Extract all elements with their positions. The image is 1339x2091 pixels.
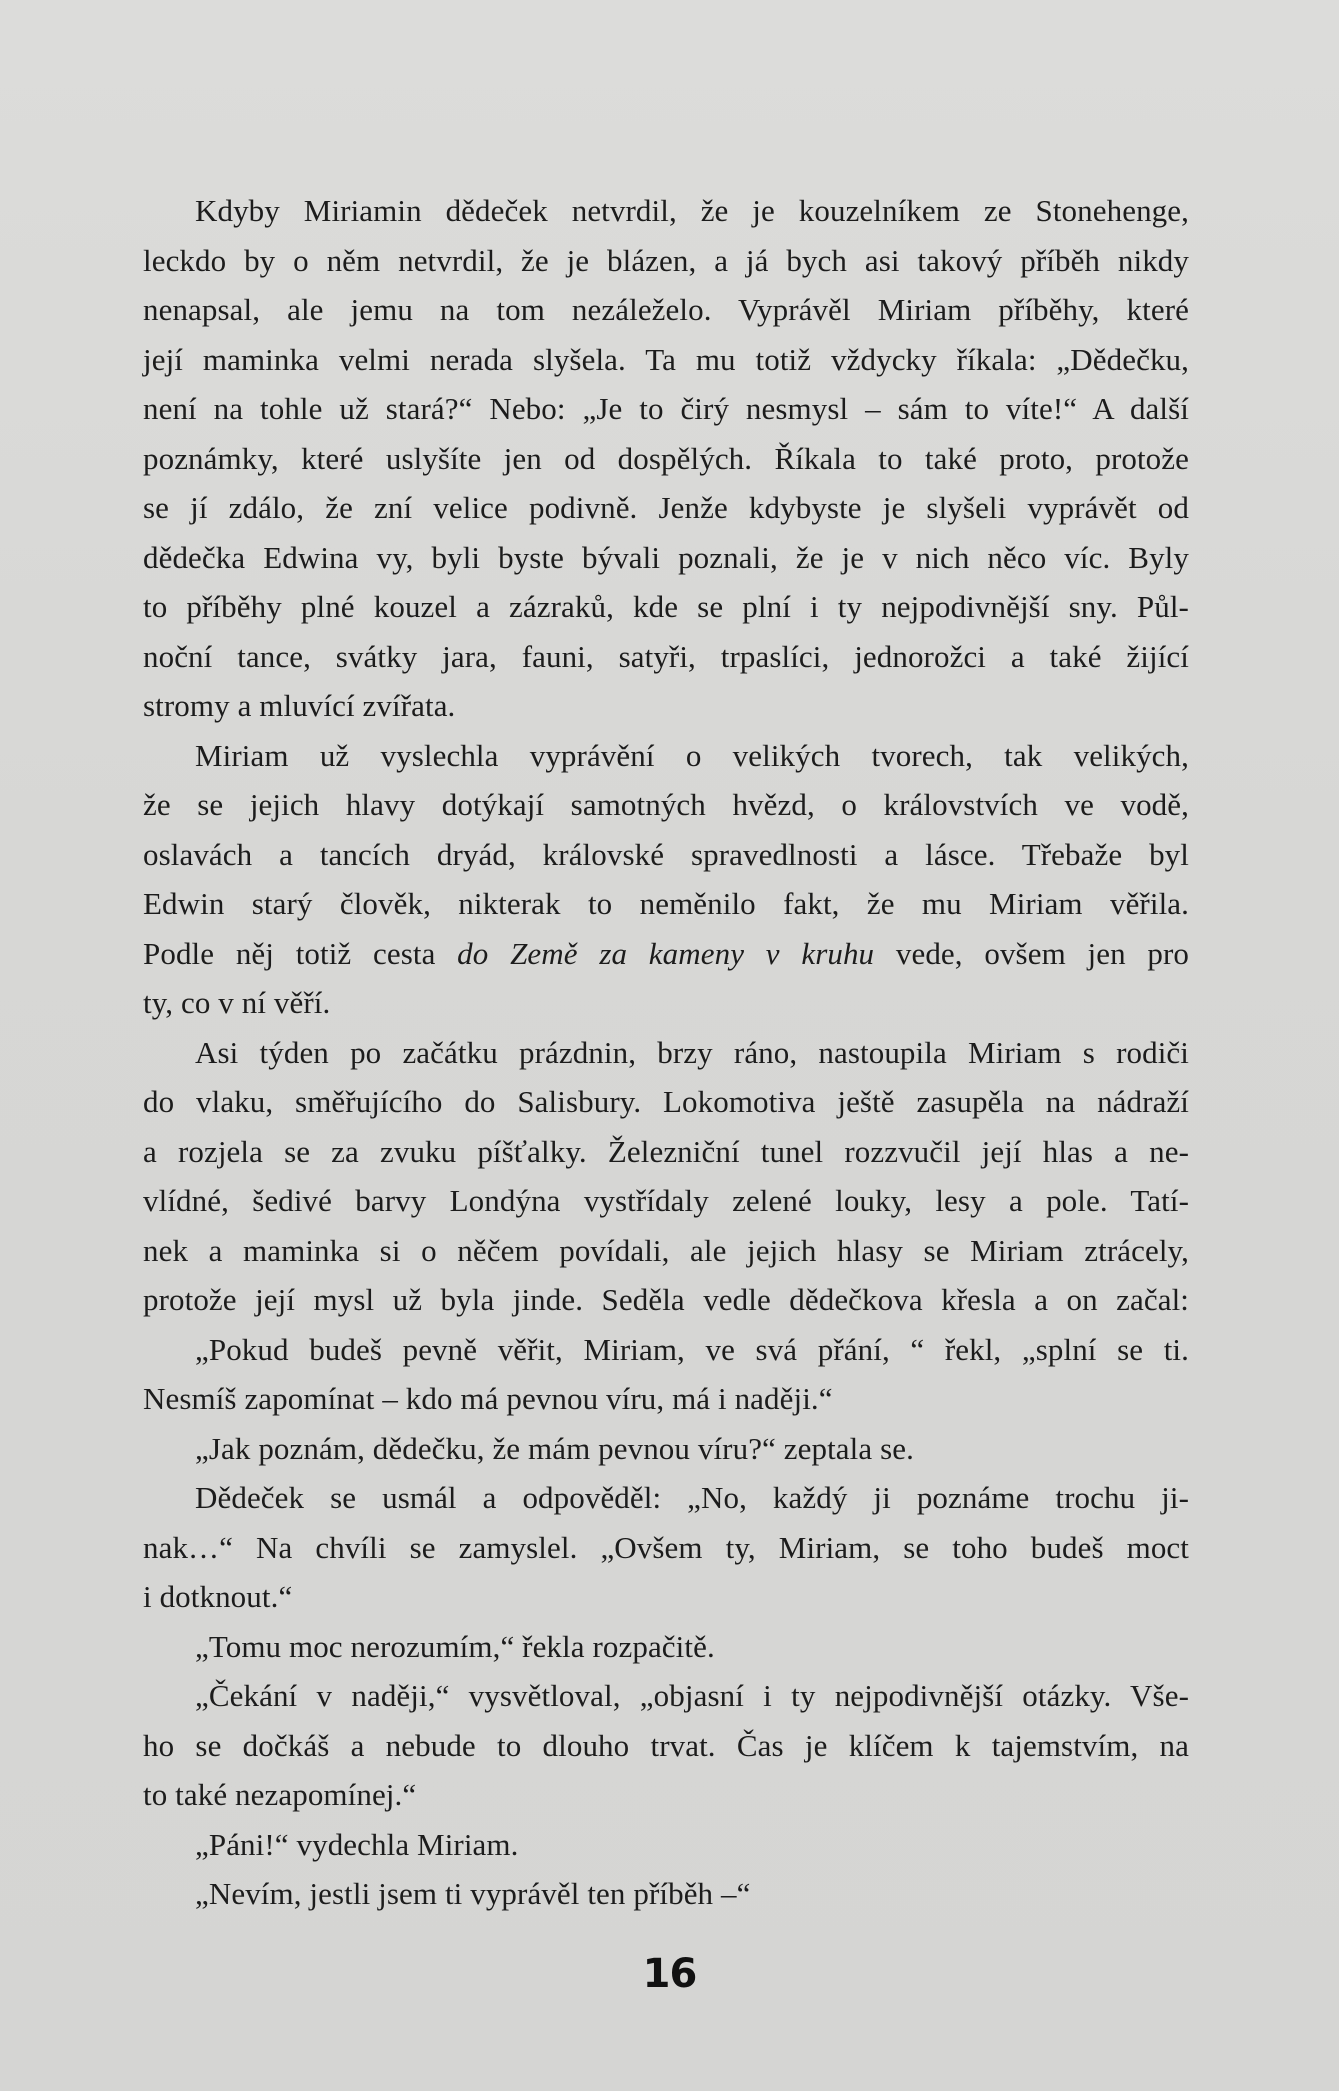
- page-number: 16: [642, 1951, 697, 1997]
- text-segment: ty, co v ní věří.: [143, 985, 331, 1020]
- text-line: [143, 1077, 1189, 1127]
- text-line: [143, 1721, 1189, 1771]
- text-segment: „Tomu moc nerozumím,“ řekla rozpačitě.: [195, 1628, 715, 1664]
- italic-segment: do Země za kameny v kruhu: [457, 935, 875, 971]
- text-segment: Dědeček se usmál a odpověděl: „No, každý ji poznáme trochu ji-: [195, 1480, 1189, 1515]
- text-segment: do vlaku, směřujícího do Salisbury. Lokomotiva ještě zasupěla na nádraží: [143, 1084, 1189, 1119]
- text-line: [143, 1473, 1189, 1523]
- text-segment: i dotknout.“: [143, 1579, 293, 1614]
- text-segment: Asi týden po začátku prázdnin, brzy ráno, nastoupila Miriam s rodiči: [195, 1034, 1189, 1070]
- text-line: [143, 236, 1189, 286]
- text-line: [143, 879, 1189, 929]
- body-text: [143, 186, 1189, 1919]
- text-line: [143, 533, 1189, 583]
- text-line: [143, 929, 1189, 979]
- text-segment: Podle něj totiž cesta: [143, 935, 458, 971]
- text-segment: to také nezapomínej.“: [143, 1777, 417, 1812]
- text-line: [143, 632, 1189, 682]
- text-segment: Miriam už vyslechla vyprávění o velikých tvorech, tak velikých,: [195, 737, 1189, 773]
- text-segment: její maminka velmi nerada slyšela. Ta mu totiž vždycky říkala: „Dědečku,: [143, 341, 1189, 377]
- text-line: [143, 1820, 1189, 1870]
- text-line: [143, 1176, 1189, 1226]
- text-segment: nak…“ Na chvíli se zamyslel. „Ovšem ty, Miriam, se toho budeš moct: [143, 1529, 1189, 1565]
- text-line: [143, 335, 1189, 385]
- text-segment: Kdyby Miriamin dědeček netvrdil, že je kouzelníkem ze Stonehenge,: [195, 193, 1189, 228]
- text-line: [143, 780, 1189, 830]
- text-segment: ho se dočkáš a nebude to dlouho trvat. Čas je klíčem k tajemstvím, na: [143, 1727, 1189, 1763]
- text-line: [143, 1226, 1189, 1276]
- text-segment: poznámky, které uslyšíte jen od dospělých. Říkala to také proto, protože: [143, 440, 1189, 476]
- text-segment: leckdo by o něm netvrdil, že je blázen, a já bych asi takový příběh nikdy: [143, 242, 1189, 278]
- text-line: [143, 582, 1189, 632]
- text-line: [143, 1424, 1189, 1474]
- text-line: [143, 434, 1189, 484]
- text-segment: nenapsal, ale jemu na tom nezáleželo. Vyprávěl Miriam příběhy, které: [143, 292, 1189, 327]
- text-line: [143, 1671, 1189, 1721]
- text-line: [143, 978, 1189, 1028]
- text-segment: Nesmíš zapomínat – kdo má pevnou víru, má i naději.“: [143, 1381, 833, 1416]
- text-line: [143, 681, 1189, 731]
- text-line: [143, 186, 1189, 236]
- text-line: [143, 1325, 1189, 1375]
- text-line: [143, 1028, 1189, 1078]
- text-segment: protože její mysl už byla jinde. Seděla vedle dědečkova křesla a on začal:: [143, 1282, 1189, 1317]
- text-line: [143, 1275, 1189, 1325]
- text-segment: se jí zdálo, že zní velice podivně. Jenže kdybyste je slyšeli vyprávět od: [143, 490, 1189, 525]
- text-segment: „Čekání v naději,“ vysvětloval, „objasní i ty nejpodivnější otázky. Vše-: [195, 1678, 1189, 1713]
- text-line: [143, 285, 1189, 335]
- text-segment: není na tohle už stará?“ Nebo: „Je to čirý nesmysl – sám to víte!“ A další: [143, 391, 1189, 426]
- text-segment: oslavách a tancích dryád, královské spravedlnosti a lásce. Třebaže byl: [143, 836, 1189, 872]
- text-segment: „Páni!“ vydechla Miriam.: [195, 1826, 519, 1862]
- text-segment: „Jak poznám, dědečku, že mám pevnou víru?“ zeptala se.: [195, 1430, 914, 1466]
- text-segment: „Pokud budeš pevně věřit, Miriam, ve svá přání, “ řekl, „splní se ti.: [195, 1331, 1189, 1367]
- text-segment: to příběhy plné kouzel a zázraků, kde se plní i ty nejpodivnější sny. Půl-: [143, 589, 1189, 624]
- text-segment: vlídné, šedivé barvy Londýna vystřídaly zelené louky, lesy a pole. Tatí-: [143, 1183, 1189, 1218]
- text-line: [143, 1572, 1189, 1622]
- text-line: [143, 1127, 1189, 1177]
- text-line: [143, 1770, 1189, 1820]
- text-line: [143, 1374, 1189, 1424]
- text-line: [143, 830, 1189, 880]
- text-line: [143, 1523, 1189, 1573]
- text-line: [143, 731, 1189, 781]
- text-segment: noční tance, svátky jara, fauni, satyři, trpaslíci, jednorožci a také žijící: [143, 638, 1189, 674]
- text-segment: stromy a mluvící zvířata.: [143, 688, 456, 723]
- text-segment: nek a maminka si o něčem povídali, ale jejich hlasy se Miriam ztrácely,: [143, 1232, 1189, 1268]
- text-segment: a rozjela se za zvuku píšťalky. Železniční tunel rozzvučil její hlas a ne-: [143, 1133, 1189, 1169]
- text-line: [143, 483, 1189, 533]
- text-line: [143, 1869, 1189, 1919]
- text-line: [143, 384, 1189, 434]
- text-segment: vede, ovšem jen pro: [874, 935, 1189, 971]
- text-segment: že se jejich hlavy dotýkají samotných hvězd, o královstvích ve vodě,: [143, 787, 1189, 822]
- text-segment: Edwin starý člověk, nikterak to neměnilo fakt, že mu Miriam věřila.: [143, 886, 1189, 921]
- text-segment: „Nevím, jestli jsem ti vyprávěl ten příběh –“: [195, 1876, 751, 1911]
- text-segment: dědečka Edwina vy, byli byste bývali poznali, že je v nich něco víc. Byly: [143, 539, 1189, 575]
- text-line: [143, 1622, 1189, 1672]
